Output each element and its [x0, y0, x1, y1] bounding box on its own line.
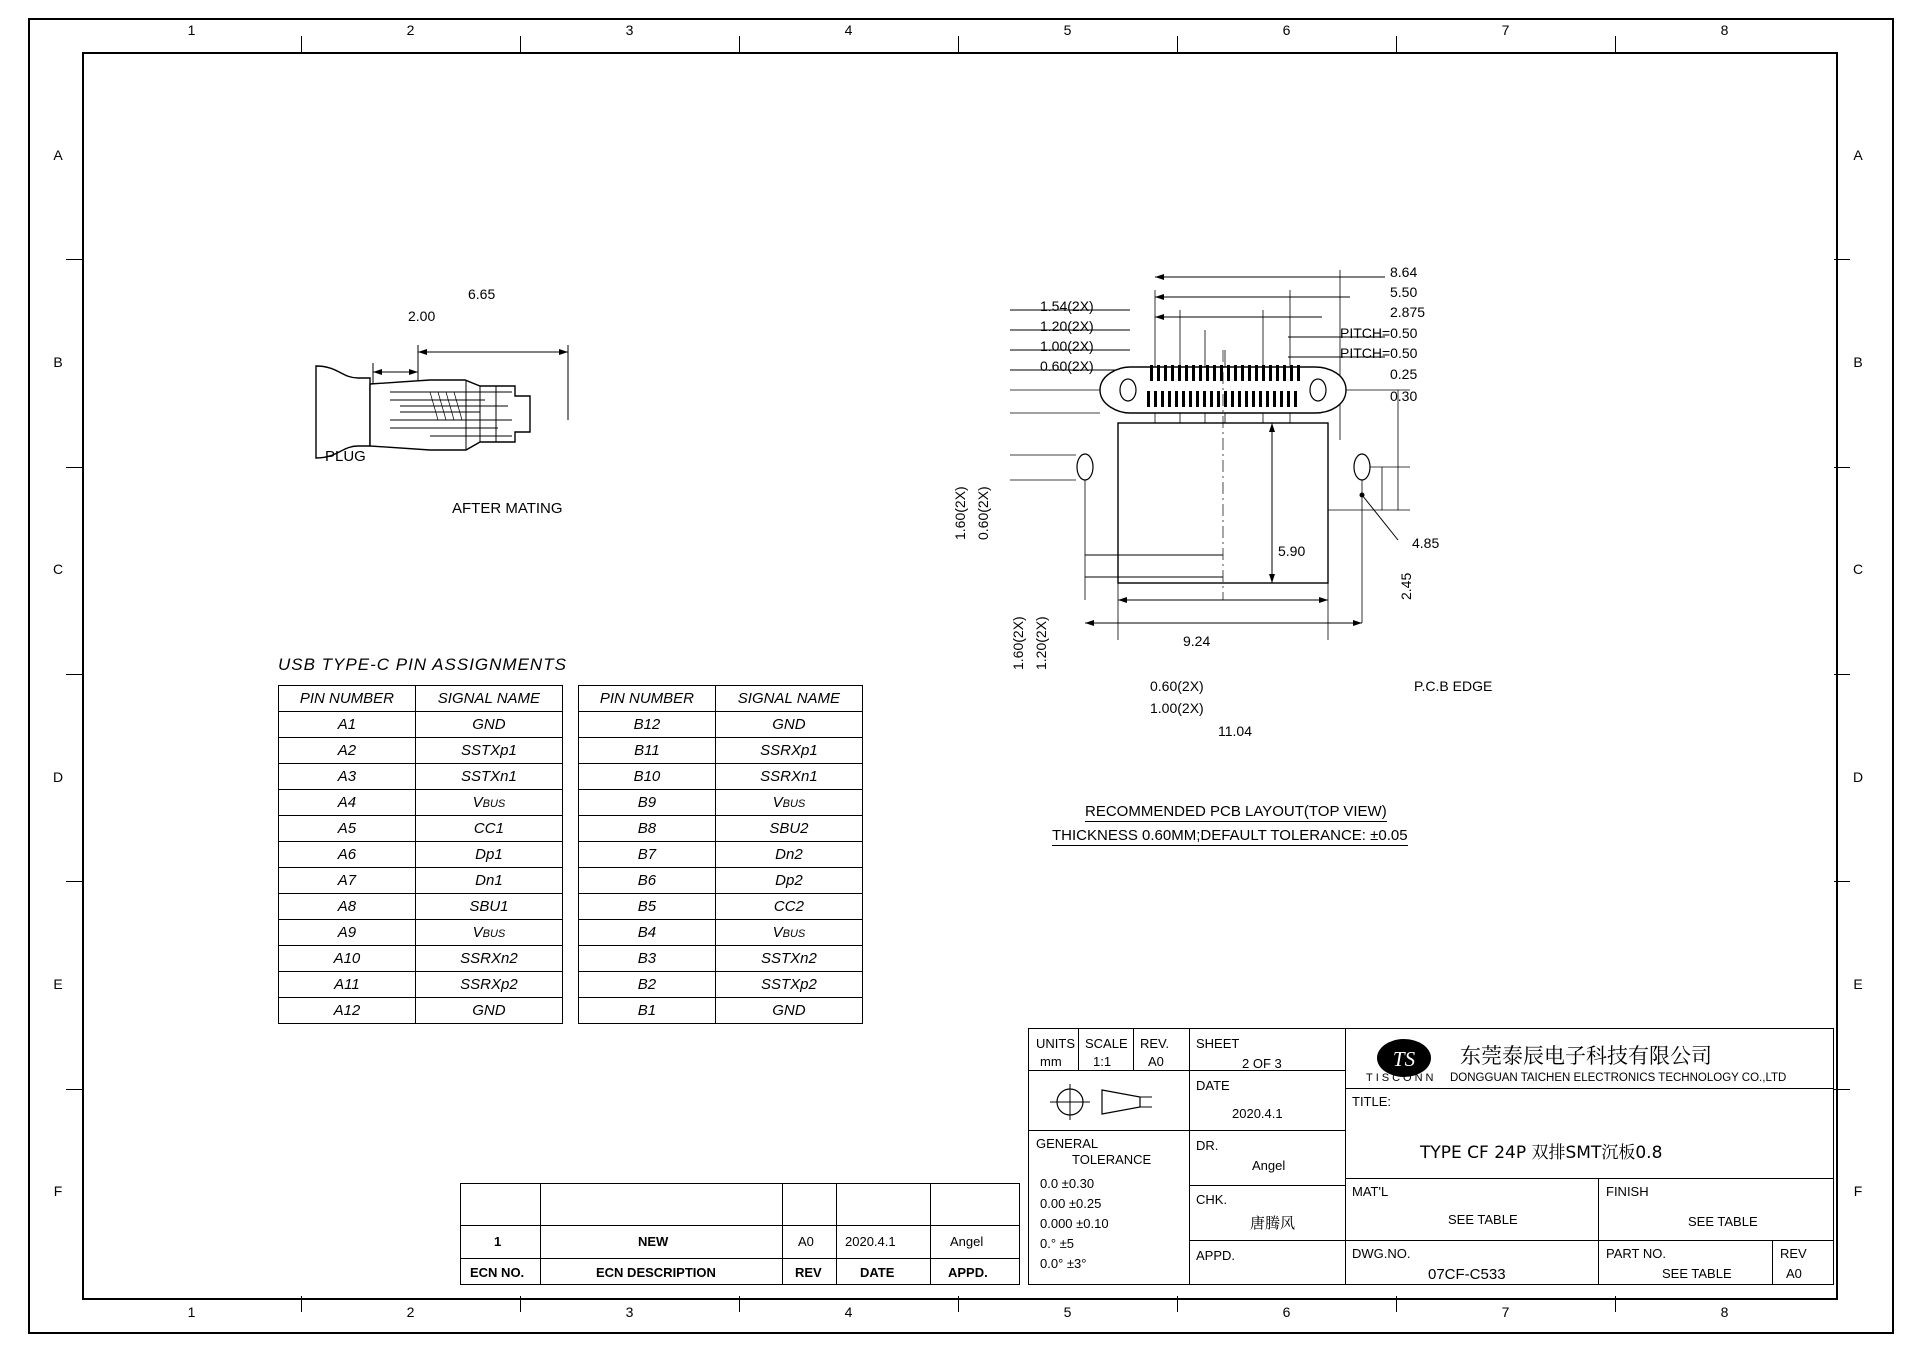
after-mating-caption: AFTER MATING: [452, 500, 563, 517]
pin-number-cell: B5: [579, 894, 716, 920]
rev-row-appd: Angel: [950, 1234, 984, 1249]
ecn-desc-header: ECN DESCRIPTION: [596, 1265, 716, 1280]
pin-number-cell: A2: [279, 738, 416, 764]
table-row: [279, 764, 563, 790]
zone-tick-bottom-5: [1177, 1296, 1178, 1312]
zone-col-bottom-1: 1: [187, 1304, 196, 1320]
appd-header: APPD.: [948, 1265, 988, 1280]
zone-col-top-1: 1: [187, 22, 196, 38]
pin-number-cell: A1: [279, 712, 416, 738]
signal-name-cell: SSTXp1: [415, 738, 562, 764]
pin-number-cell: B1: [579, 998, 716, 1024]
zone-col-top-2: 2: [406, 22, 415, 38]
sheet-label: SHEET: [1196, 1036, 1240, 1051]
pin-number-cell: B7: [579, 842, 716, 868]
dim-5-50: 5.50: [1390, 284, 1418, 300]
dr-label: DR.: [1196, 1138, 1219, 1153]
pin-number-cell: B11: [579, 738, 716, 764]
table-row: [579, 738, 863, 764]
pin-number-cell: B2: [579, 972, 716, 998]
rev-row-rev: A0: [798, 1234, 814, 1249]
pin-number-cell: A6: [279, 842, 416, 868]
table-header-row: [579, 686, 863, 712]
signal-name-cell: Dn2: [715, 842, 862, 868]
zone-col-bottom-3: 3: [625, 1304, 634, 1320]
zone-row-left-A: A: [53, 146, 63, 163]
rev-value: A0: [1148, 1054, 1164, 1069]
zone-col-top-3: 3: [625, 22, 634, 38]
tolerance-row-0: 0.0 ±0.30: [1040, 1176, 1095, 1191]
table-row: [579, 998, 863, 1024]
table-row: [579, 868, 863, 894]
dim-v-0-60-2x: 0.60(2X): [975, 486, 991, 540]
signal-name-cell: Dn1: [415, 868, 562, 894]
zone-row-left-D: D: [52, 768, 64, 785]
signal-name-cell: GND: [715, 712, 862, 738]
dim-8-64: 8.64: [1390, 264, 1418, 280]
rev-label: REV.: [1140, 1036, 1170, 1051]
table-row: [579, 790, 863, 816]
pin-table-header-0: PIN NUMBER: [579, 686, 716, 712]
zone-tick-left-1: [66, 259, 82, 260]
dim-1-20-2x: 1.20(2X): [1040, 318, 1094, 334]
units-value: mm: [1040, 1054, 1062, 1069]
signal-name-cell: CC2: [715, 894, 862, 920]
dwgno-value: 07CF-C533: [1428, 1266, 1506, 1283]
tolerance-row-2: 0.000 ±0.10: [1040, 1216, 1109, 1231]
zone-tick-left-5: [66, 1089, 82, 1090]
table-row: [579, 894, 863, 920]
dim-pitch-1: PITCH=0.50: [1340, 325, 1418, 341]
zone-row-right-B: B: [1853, 354, 1863, 370]
table-row: [279, 868, 563, 894]
rev-header: REV: [795, 1265, 822, 1280]
ecn-no-header: ECN NO.: [470, 1265, 525, 1280]
zone-col-top-5: 5: [1063, 22, 1072, 38]
zone-col-top-6: 6: [1282, 22, 1291, 38]
signal-name-cell: SBU1: [415, 894, 562, 920]
zone-tick-bottom-4: [958, 1296, 959, 1312]
zone-col-bottom-4: 4: [844, 1304, 853, 1320]
date-value: 2020.4.1: [1232, 1106, 1283, 1121]
signal-name-cell: GND: [715, 998, 862, 1024]
date-header: DATE: [860, 1265, 895, 1280]
pin-table-header-1: SIGNAL NAME: [715, 686, 862, 712]
zone-row-left-C: C: [52, 561, 64, 578]
scale-value: 1:1: [1093, 1054, 1112, 1069]
dim-0-30: 0.30: [1390, 388, 1418, 404]
table-row: [579, 764, 863, 790]
signal-name-cell: SSRXn1: [715, 764, 862, 790]
general-label: GENERAL: [1036, 1136, 1099, 1151]
table-row: [279, 894, 563, 920]
zone-tick-bottom-1: [301, 1296, 302, 1312]
dim-0-60-2x-b: 0.60(2X): [1150, 678, 1204, 694]
title-label: TITLE:: [1352, 1094, 1392, 1109]
dim-5-90: 5.90: [1278, 543, 1306, 559]
signal-name-cell: SSTXn2: [715, 946, 862, 972]
dim-2-875: 2.875: [1390, 304, 1426, 320]
pin-number-cell: B12: [579, 712, 716, 738]
company-name-cn: 东莞泰辰电子科技有限公司: [1460, 1044, 1712, 1068]
rev-row-no: 1: [494, 1234, 502, 1249]
rev-row-date: 2020.4.1: [845, 1234, 896, 1249]
zone-tick-top-5: [1177, 36, 1178, 52]
zone-row-left-B: B: [53, 354, 63, 370]
signal-name-cell: VBUS: [415, 790, 562, 816]
dim-v-1-60-2x: 1.60(2X): [952, 486, 968, 540]
pin-number-cell: B10: [579, 764, 716, 790]
zone-row-right-D: D: [1852, 768, 1864, 785]
zone-tick-top-7: [1615, 36, 1616, 52]
tolerance-row-4: 0.0° ±3°: [1040, 1256, 1087, 1271]
dim-2-45: 2.45: [1398, 572, 1414, 600]
signal-name-cell: SSTXn1: [415, 764, 562, 790]
pin-assignment-table-right: [578, 685, 863, 1024]
zone-tick-top-1: [301, 36, 302, 52]
zone-tick-top-2: [520, 36, 521, 52]
zone-tick-right-3: [1834, 674, 1850, 675]
pin-number-cell: A12: [279, 998, 416, 1024]
zone-col-bottom-2: 2: [406, 1304, 415, 1320]
table-row: [579, 816, 863, 842]
dim-9-24: 9.24: [1183, 633, 1211, 649]
pin-number-cell: B3: [579, 946, 716, 972]
signal-name-cell: CC1: [415, 816, 562, 842]
table-row: [579, 972, 863, 998]
pin-number-cell: A7: [279, 868, 416, 894]
signal-name-cell: SSTXp2: [715, 972, 862, 998]
zone-col-top-4: 4: [844, 22, 853, 38]
rev2-value: A0: [1786, 1266, 1802, 1281]
matl-label: MAT'L: [1352, 1184, 1389, 1199]
zone-tick-right-4: [1834, 881, 1850, 882]
dim-4-85: 4.85: [1412, 535, 1440, 551]
pcb-caption-line2: THICKNESS 0.60MM;DEFAULT TOLERANCE: ±0.05: [1052, 827, 1408, 844]
appd-label: APPD.: [1196, 1248, 1236, 1263]
zone-col-bottom-8: 8: [1720, 1304, 1729, 1320]
table-row: [279, 738, 563, 764]
dim-1-00-2x-b: 1.00(2X): [1150, 700, 1204, 716]
zone-tick-right-5: [1834, 1089, 1850, 1090]
chk-value: 唐腾风: [1250, 1214, 1296, 1232]
dim-6-65: 6.65: [468, 286, 496, 302]
pin-number-cell: A3: [279, 764, 416, 790]
zone-tick-bottom-3: [739, 1296, 740, 1312]
pin-assignment-table-left: [278, 685, 563, 1024]
logo-text: TISCONN: [1366, 1072, 1437, 1084]
table-row: [279, 816, 563, 842]
zone-col-bottom-7: 7: [1501, 1304, 1510, 1320]
finish-value: SEE TABLE: [1688, 1214, 1758, 1229]
pin-table-header-1: SIGNAL NAME: [415, 686, 562, 712]
zone-tick-left-4: [66, 881, 82, 882]
table-row: [579, 842, 863, 868]
tolerance-row-1: 0.00 ±0.25: [1040, 1196, 1102, 1211]
pin-number-cell: A10: [279, 946, 416, 972]
table-row: [279, 946, 563, 972]
zone-row-right-E: E: [1853, 976, 1863, 992]
date-label: DATE: [1196, 1078, 1230, 1093]
pcb-edge-label: P.C.B EDGE: [1414, 678, 1493, 694]
sheet-value: 2 OF 3: [1242, 1056, 1282, 1071]
zone-row-right-F: F: [1853, 1183, 1863, 1200]
signal-name-cell: Dp1: [415, 842, 562, 868]
dim-1-00-2x: 1.00(2X): [1040, 338, 1094, 354]
partno-value: SEE TABLE: [1662, 1266, 1732, 1281]
zone-col-top-8: 8: [1720, 22, 1729, 38]
scale-label: SCALE: [1085, 1036, 1128, 1051]
matl-value: SEE TABLE: [1448, 1212, 1518, 1227]
table-row: [279, 920, 563, 946]
signal-name-cell: VBUS: [415, 920, 562, 946]
zone-tick-left-2: [66, 467, 82, 468]
pin-number-cell: B8: [579, 816, 716, 842]
table-row: [279, 712, 563, 738]
partno-label: PART NO.: [1606, 1246, 1666, 1261]
dim-1-54-2x: 1.54(2X): [1040, 298, 1094, 314]
signal-name-cell: GND: [415, 998, 562, 1024]
zone-tick-bottom-7: [1615, 1296, 1616, 1312]
table-header-row: [279, 686, 563, 712]
pin-number-cell: B9: [579, 790, 716, 816]
pin-number-cell: A8: [279, 894, 416, 920]
dim-v-1-60b-2x: 1.60(2X): [1010, 616, 1026, 670]
zone-col-bottom-6: 6: [1282, 1304, 1291, 1320]
dr-value: Angel: [1252, 1158, 1286, 1173]
plug-label: PLUG: [325, 448, 366, 465]
zone-tick-right-1: [1834, 259, 1850, 260]
zone-tick-top-3: [739, 36, 740, 52]
chk-label: CHK.: [1196, 1192, 1228, 1207]
table-row: [579, 712, 863, 738]
table-row: [279, 842, 563, 868]
dim-v-1-20b-2x: 1.20(2X): [1033, 616, 1049, 670]
signal-name-cell: SSRXp2: [415, 972, 562, 998]
table-row: [579, 946, 863, 972]
signal-name-cell: VBUS: [715, 920, 862, 946]
table-row: [279, 998, 563, 1024]
zone-col-bottom-5: 5: [1063, 1304, 1072, 1320]
table-row: [279, 972, 563, 998]
pin-table-header-0: PIN NUMBER: [279, 686, 416, 712]
zone-row-right-C: C: [1852, 561, 1864, 578]
signal-name-cell: VBUS: [715, 790, 862, 816]
zone-tick-top-4: [958, 36, 959, 52]
zone-tick-bottom-6: [1396, 1296, 1397, 1312]
finish-label: FINISH: [1606, 1184, 1649, 1199]
company-name-en: DONGGUAN TAICHEN ELECTRONICS TECHNOLOGY CO.,LTD: [1450, 1072, 1787, 1084]
table-row: [579, 920, 863, 946]
pin-number-cell: A4: [279, 790, 416, 816]
signal-name-cell: SBU2: [715, 816, 862, 842]
signal-name-cell: GND: [415, 712, 562, 738]
zone-row-left-F: F: [53, 1183, 63, 1200]
rev-row-desc: NEW: [638, 1234, 669, 1249]
pin-number-cell: B6: [579, 868, 716, 894]
zone-tick-top-6: [1396, 36, 1397, 52]
signal-name-cell: SSRXn2: [415, 946, 562, 972]
dim-11-04: 11.04: [1218, 723, 1252, 739]
title-value: TYPE CF 24P 双排SMT沉板0.8: [1420, 1143, 1663, 1163]
rev2-label: REV: [1780, 1246, 1807, 1261]
units-label: UNITS: [1036, 1036, 1075, 1051]
zone-row-left-E: E: [53, 976, 63, 992]
dwgno-label: DWG.NO.: [1352, 1246, 1411, 1261]
pcb-caption-line1: RECOMMENDED PCB LAYOUT(TOP VIEW): [1085, 803, 1387, 820]
pin-table-title: USB TYPE-C PIN ASSIGNMENTS: [278, 655, 567, 674]
zone-row-right-A: A: [1853, 146, 1863, 163]
pin-number-cell: A11: [279, 972, 416, 998]
zone-tick-right-2: [1834, 467, 1850, 468]
dim-pitch-2: PITCH=0.50: [1340, 345, 1418, 361]
zone-col-top-7: 7: [1501, 22, 1510, 38]
table-row: [279, 790, 563, 816]
pin-number-cell: B4: [579, 920, 716, 946]
svg-text:TS: TS: [1392, 1047, 1416, 1071]
zone-tick-left-3: [66, 674, 82, 675]
pin-number-cell: A5: [279, 816, 416, 842]
tolerance-label: TOLERANCE: [1072, 1152, 1152, 1167]
pin-number-cell: A9: [279, 920, 416, 946]
dim-2-00: 2.00: [408, 308, 436, 324]
dim-0-25: 0.25: [1390, 366, 1418, 382]
tolerance-row-3: 0.° ±5: [1040, 1236, 1075, 1251]
zone-tick-bottom-2: [520, 1296, 521, 1312]
signal-name-cell: Dp2: [715, 868, 862, 894]
dim-0-60-2x: 0.60(2X): [1040, 358, 1094, 374]
signal-name-cell: SSRXp1: [715, 738, 862, 764]
